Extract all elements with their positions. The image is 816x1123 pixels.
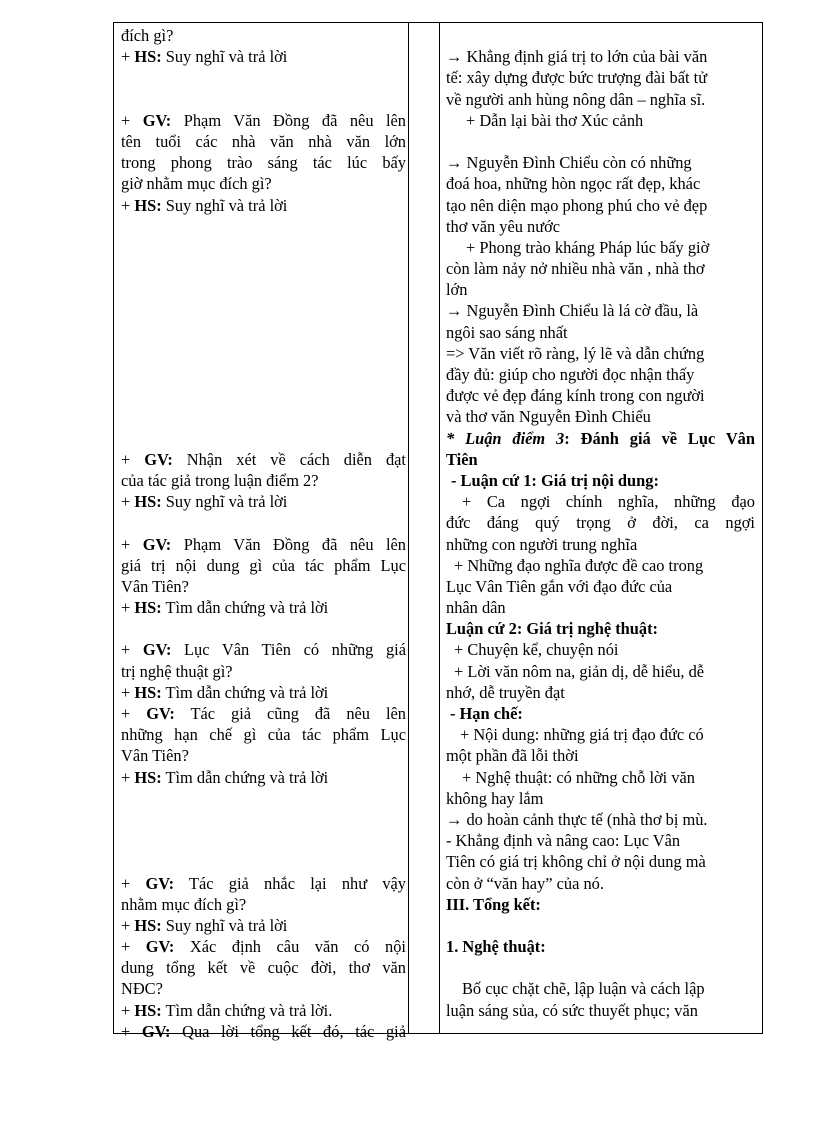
text-line: Vân Tiên?: [121, 576, 189, 596]
text-line: luận sáng sủa, có sức thuyết phục; văn: [446, 1000, 698, 1020]
lesson-content: [446, 25, 755, 1021]
text-line: tên tuổi các nhà văn nhà văn lớn: [121, 131, 406, 151]
text-line: + Nghệ thuật: có những chỗ lời văn: [462, 767, 695, 787]
text-line: một phần đã lỗi thời: [446, 746, 579, 766]
text-line: + Những đạo nghĩa được đề cao trong: [454, 555, 704, 575]
section-heading: * Luận điểm 3: Đánh giá về Lục Vân: [446, 428, 755, 448]
text-line: đầy đủ: giúp cho người đọc nhận thấy: [446, 365, 695, 384]
text-line: + HS: Tìm dẫn chứng và trả lời.: [121, 1000, 333, 1020]
text-line: + HS: Suy nghĩ và trả lời: [121, 195, 288, 215]
text-line: Vân Tiên?: [121, 746, 189, 766]
text-line: + GV: Nhận xét về cách diễn đạt: [121, 449, 406, 469]
text-line: còn làm nảy nở nhiều nhà văn , nhà thơ: [446, 259, 705, 279]
text-line: của tác giả trong luận điểm 2?: [121, 470, 319, 490]
text-line: + HS: Suy nghĩ và trả lời: [121, 915, 288, 935]
text-line: + Phong trào kháng Pháp lúc bấy giờ: [466, 237, 710, 257]
text-line: + Nội dung: những giá trị đạo đức có: [460, 725, 704, 745]
text-line: giá trị nội dung gì của tác phẩm Lục: [121, 555, 406, 575]
text-line: những con người trung nghĩa: [446, 534, 638, 554]
text-line: thơ văn yêu nước: [446, 216, 561, 236]
text-line: + GV: Tác giả cũng đã nêu lên: [121, 704, 406, 723]
arrow-right-icon: →: [446, 47, 463, 67]
text-line: - Khẳng định và nâng cao: Lục Vân: [446, 831, 681, 851]
text-line: ngôi sao sáng nhất: [446, 322, 568, 342]
text-line: trị nghệ thuật gì?: [121, 661, 233, 681]
text-line: → Khẳng định giá trị to lớn của bài văn: [446, 47, 708, 67]
text-line: + HS: Suy nghĩ và trả lời: [121, 492, 288, 512]
text-line: + GV: Tác giả nhắc lại như vậy: [121, 873, 407, 893]
text-line: nhân dân: [446, 598, 506, 618]
column-divider-1: [408, 23, 409, 1033]
text-line: + Chuyện kể, chuyện nói: [454, 640, 619, 660]
text-line: + GV: Lục Vân Tiên có những giá: [121, 640, 406, 660]
text-line: + GV: Phạm Văn Đồng đã nêu lên: [121, 534, 407, 554]
text-line: còn ở “văn hay” của nó.: [446, 873, 604, 893]
text-line: đích gì?: [121, 26, 174, 45]
text-line: + Dẫn lại bài thơ Xúc cảnh: [466, 110, 644, 130]
subsection-heading: - Hạn chế:: [450, 704, 523, 723]
lesson-table: [113, 22, 763, 1041]
text-line: tạo nên diện mạo phong phú cho vẻ đẹp: [446, 195, 708, 215]
text-line: → Nguyễn Đình Chiểu là lá cờ đầu, là: [446, 301, 699, 321]
text-line: Tiên có giá trị không chỉ ở nội dung mà: [446, 852, 706, 872]
text-line: tế: xây dựng được bức trượng đài bất tử: [446, 68, 708, 88]
subsection-heading: - Luận cứ 1: Giá trị nội dung:: [451, 470, 659, 490]
text-line: Bố cục chặt chẽ, lập luận và cách lập: [462, 979, 705, 999]
text-line: đức đáng quý trọng ở đời, ca ngợi: [446, 513, 755, 533]
text-line: nhằm mục đích gì?: [121, 894, 247, 914]
text-line: → Nguyễn Đình Chiểu còn có những: [446, 153, 692, 173]
arrow-right-icon: →: [446, 809, 463, 829]
text-line: + GV: Phạm Văn Đồng đã nêu lên: [121, 110, 407, 130]
text-line: nhớ, dễ truyền đạt: [446, 682, 565, 702]
subsection-heading: 1. Nghệ thuật:: [446, 937, 546, 957]
subsection-heading: Luận cứ 2: Giá trị nghệ thuật:: [446, 619, 658, 639]
text-line: => Văn viết rõ ràng, lý lẽ và dẫn chứng: [446, 343, 705, 363]
text-line: trong phong trào sáng tác lúc bấy: [121, 153, 406, 173]
text-line: NĐC?: [121, 979, 163, 999]
text-line: giờ nhằm mục đích gì?: [121, 174, 272, 194]
section-heading: Tiên: [446, 449, 478, 469]
text-line: đoá hoa, những hòn ngọc rất đẹp, khác: [446, 174, 701, 194]
text-line: dung tổng kết về cuộc đời, thơ văn: [121, 958, 406, 978]
text-line: được vẻ đẹp đáng kính trong con người: [446, 386, 705, 406]
text-line: về người anh hùng nông dân – nghĩa sĩ.: [446, 89, 706, 109]
text-line: + HS: Tìm dẫn chứng và trả lời: [121, 598, 329, 618]
text-line: → do hoàn cảnh thực tế (nhà thơ bị mù.: [446, 809, 708, 829]
text-line: + Ca ngợi chính nghĩa, những đạo: [462, 492, 755, 512]
teacher-student-activities: [121, 25, 406, 1042]
text-line: lớn: [446, 280, 468, 300]
text-line: và thơ văn Nguyễn Đình Chiểu: [446, 407, 651, 427]
text-line: + Lời văn nôm na, giản dị, dễ hiểu, dễ: [454, 661, 705, 681]
section-heading: III. Tổng kết:: [446, 894, 541, 914]
text-line: + HS: Tìm dẫn chứng và trả lời: [121, 767, 329, 787]
text-line: không hay lắm: [446, 788, 544, 808]
text-line: + GV: Xác định câu văn có nội: [121, 937, 406, 957]
text-line: + GV: Qua lời tổng kết đó, tác giả: [121, 1021, 407, 1041]
text-line: + HS: Suy nghĩ và trả lời: [121, 47, 288, 67]
column-divider-2: [439, 23, 440, 1033]
arrow-right-icon: →: [446, 301, 463, 321]
text-line: Lục Vân Tiên gắn với đạo đức của: [446, 576, 673, 596]
text-line: + HS: Tìm dẫn chứng và trả lời: [121, 682, 329, 702]
text-line: những hạn chế gì của tác phẩm Lục: [121, 725, 406, 745]
arrow-right-icon: →: [446, 153, 463, 173]
